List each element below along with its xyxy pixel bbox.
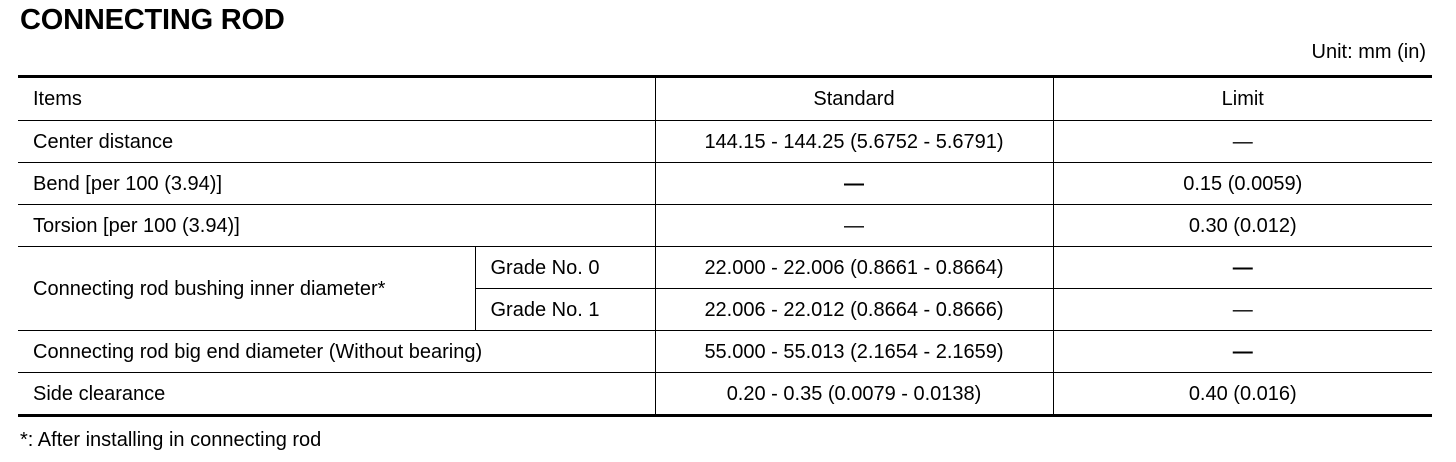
unit-label: Unit: mm (in) [1311,41,1426,63]
table-row [18,205,1432,247]
footnote: *: After installing in connecting rod [20,429,322,451]
row-grade-1: Grade No. 1 [475,289,655,331]
table-row [18,247,1432,289]
row-standard-torsion: — [655,205,1053,247]
table-row [18,373,1432,416]
row-standard-side-clearance: 0.20 - 0.35 (0.0079 - 0.0138) [655,373,1053,416]
row-item-center-distance: Center distance [18,121,655,163]
row-item-big-end: Connecting rod big end diameter (Without bearing) [18,331,655,373]
row-item-torsion: Torsion [per 100 (3.94)] [18,205,655,247]
row-grade-0: Grade No. 0 [475,247,655,289]
table-row [18,331,1432,373]
header-limit: Limit [1053,77,1432,121]
row-limit-torsion: 0.30 (0.012) [1053,205,1432,247]
header-standard: Standard [655,77,1053,121]
row-limit-center-distance: — [1053,121,1432,163]
row-item-bushing: Connecting rod bushing inner diameter* [18,247,475,331]
header-items: Items [18,77,655,121]
row-item-bend: Bend [per 100 (3.94)] [18,163,655,205]
row-limit-grade-1: — [1053,289,1432,331]
table-header-row [18,77,1432,121]
spec-table [18,75,1432,417]
page-title: CONNECTING ROD [20,4,285,36]
row-limit-big-end: — [1053,331,1432,373]
table-row [18,121,1432,163]
row-limit-side-clearance: 0.40 (0.016) [1053,373,1432,416]
table-row [18,163,1432,205]
row-standard-grade-1: 22.006 - 22.012 (0.8664 - 0.8666) [655,289,1053,331]
row-standard-center-distance: 144.15 - 144.25 (5.6752 - 5.6791) [655,121,1053,163]
row-limit-bend: 0.15 (0.0059) [1053,163,1432,205]
row-item-side-clearance: Side clearance [18,373,655,416]
row-standard-bend: — [655,163,1053,205]
row-standard-grade-0: 22.000 - 22.006 (0.8661 - 0.8664) [655,247,1053,289]
row-standard-big-end: 55.000 - 55.013 (2.1654 - 2.1659) [655,331,1053,373]
row-limit-grade-0: — [1053,247,1432,289]
